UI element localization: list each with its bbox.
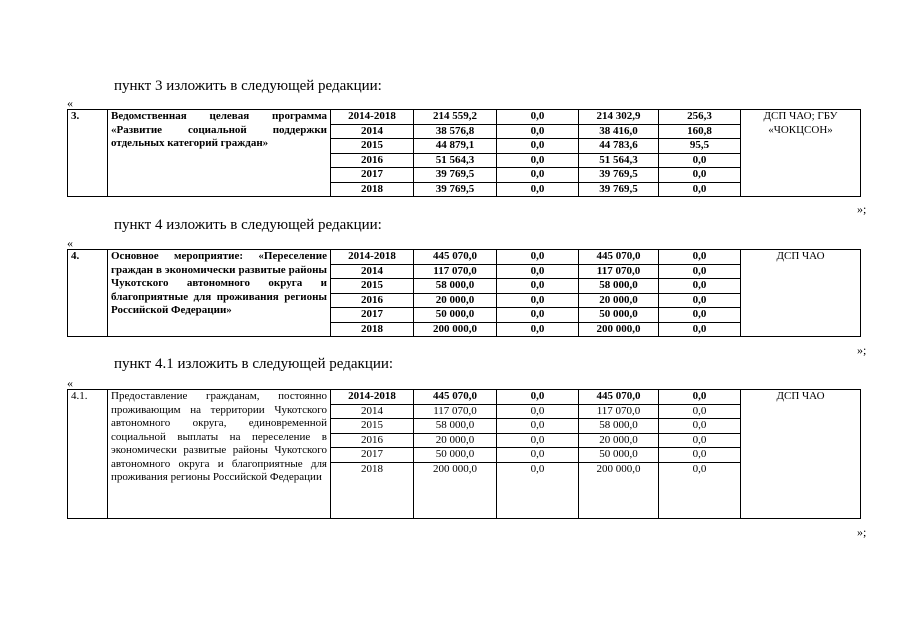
- total-cell: 117 070,0: [414, 264, 497, 279]
- year-cell: 2014-2018: [331, 250, 414, 265]
- year-cell: 2016: [331, 153, 414, 168]
- total-cell: 445 070,0: [414, 250, 497, 265]
- row-number: 4.: [68, 250, 108, 337]
- total-cell: 20 000,0: [414, 293, 497, 308]
- federal-cell: 0,0: [497, 433, 579, 448]
- total-cell: 39 769,5: [414, 182, 497, 197]
- federal-cell: 0,0: [497, 308, 579, 323]
- year-cell: 2017: [331, 448, 414, 463]
- section-4-open-quote: «: [67, 236, 73, 250]
- total-cell: 200 000,0: [414, 462, 497, 518]
- total-cell: 58 000,0: [414, 419, 497, 434]
- regional-cell: 20 000,0: [579, 433, 659, 448]
- regional-cell: 117 070,0: [579, 264, 659, 279]
- regional-cell: 51 564,3: [579, 153, 659, 168]
- year-cell: 2014: [331, 404, 414, 419]
- year-cell: 2014-2018: [331, 390, 414, 405]
- federal-cell: 0,0: [497, 250, 579, 265]
- responsible-organization: ДСП ЧАО: [741, 250, 861, 337]
- federal-cell: 0,0: [497, 404, 579, 419]
- federal-cell: 0,0: [497, 182, 579, 197]
- other-cell: 0,0: [659, 279, 741, 294]
- total-cell: 39 769,5: [414, 168, 497, 183]
- total-cell: 214 559,2: [414, 110, 497, 125]
- responsible-organization: ДСП ЧАО: [741, 390, 861, 519]
- regional-cell: 20 000,0: [579, 293, 659, 308]
- federal-cell: 0,0: [497, 279, 579, 294]
- regional-cell: 44 783,6: [579, 139, 659, 154]
- year-cell: 2014-2018: [331, 110, 414, 125]
- total-cell: 200 000,0: [414, 322, 497, 337]
- other-cell: 0,0: [659, 462, 741, 518]
- federal-cell: 0,0: [497, 322, 579, 337]
- year-cell: 2014: [331, 124, 414, 139]
- section-3-open-quote: «: [67, 96, 73, 110]
- regional-cell: 39 769,5: [579, 168, 659, 183]
- row-number: 4.1.: [68, 390, 108, 519]
- federal-cell: 0,0: [497, 448, 579, 463]
- regional-cell: 200 000,0: [579, 322, 659, 337]
- year-cell: 2015: [331, 419, 414, 434]
- federal-cell: 0,0: [497, 110, 579, 125]
- section-4-1-close-quote: »;: [857, 525, 867, 539]
- year-cell: 2018: [331, 462, 414, 518]
- year-cell: 2017: [331, 168, 414, 183]
- federal-cell: 0,0: [497, 462, 579, 518]
- regional-cell: 445 070,0: [579, 250, 659, 265]
- table-row: [68, 390, 861, 405]
- year-cell: 2016: [331, 433, 414, 448]
- other-cell: 0,0: [659, 390, 741, 405]
- total-cell: 44 879,1: [414, 139, 497, 154]
- regional-cell: 445 070,0: [579, 390, 659, 405]
- other-cell: 160,8: [659, 124, 741, 139]
- federal-cell: 0,0: [497, 390, 579, 405]
- total-cell: 38 576,8: [414, 124, 497, 139]
- total-cell: 20 000,0: [414, 433, 497, 448]
- federal-cell: 0,0: [497, 293, 579, 308]
- regional-cell: 39 769,5: [579, 182, 659, 197]
- other-cell: 0,0: [659, 448, 741, 463]
- federal-cell: 0,0: [497, 264, 579, 279]
- total-cell: 51 564,3: [414, 153, 497, 168]
- federal-cell: 0,0: [497, 139, 579, 154]
- federal-cell: 0,0: [497, 124, 579, 139]
- other-cell: 0,0: [659, 404, 741, 419]
- section-4-1-heading: пункт 4.1 изложить в следующей редакции:: [114, 356, 394, 372]
- regional-cell: 117 070,0: [579, 404, 659, 419]
- federal-cell: 0,0: [497, 419, 579, 434]
- other-cell: 0,0: [659, 153, 741, 168]
- section-3-heading: пункт 3 изложить в следующей редакции:: [114, 78, 382, 94]
- other-cell: 0,0: [659, 308, 741, 323]
- row-number: 3.: [68, 110, 108, 197]
- total-cell: 117 070,0: [414, 404, 497, 419]
- other-cell: 0,0: [659, 250, 741, 265]
- year-cell: 2018: [331, 182, 414, 197]
- other-cell: 95,5: [659, 139, 741, 154]
- other-cell: 0,0: [659, 433, 741, 448]
- row-description: Ведомственная целевая программа «Развитие социальной поддержки отдельных категорий граждан»: [108, 110, 331, 197]
- year-cell: 2014: [331, 264, 414, 279]
- other-cell: 0,0: [659, 322, 741, 337]
- regional-cell: 38 416,0: [579, 124, 659, 139]
- year-cell: 2015: [331, 279, 414, 294]
- regional-cell: 214 302,9: [579, 110, 659, 125]
- other-cell: 0,0: [659, 182, 741, 197]
- section-3-close-quote: »;: [857, 202, 867, 216]
- other-cell: 0,0: [659, 264, 741, 279]
- responsible-organization: ДСП ЧАО; ГБУ «ЧОКЦСОН»: [741, 110, 861, 197]
- section-4-close-quote: »;: [857, 343, 867, 357]
- section-4-1-table: [67, 389, 861, 519]
- section-3-table: [67, 109, 861, 197]
- year-cell: 2016: [331, 293, 414, 308]
- row-description: Основное мероприятие: «Переселение граждан в экономически развитые районы Чукотского автономного округа и благоприятные для проживания регионы Российской Федерации»: [108, 250, 331, 337]
- table-row: [68, 250, 861, 265]
- federal-cell: 0,0: [497, 153, 579, 168]
- year-cell: 2017: [331, 308, 414, 323]
- other-cell: 0,0: [659, 419, 741, 434]
- year-cell: 2018: [331, 322, 414, 337]
- regional-cell: 58 000,0: [579, 279, 659, 294]
- row-description: Предоставление гражданам, постоянно проживающим на территории Чукотского автономного округа, единовременной социальной выплаты на переселение в экономически развитые районы Чукотского автономного округа и благоприятные для проживания регионы Российской Федерации: [108, 390, 331, 519]
- other-cell: 0,0: [659, 293, 741, 308]
- regional-cell: 50 000,0: [579, 448, 659, 463]
- total-cell: 58 000,0: [414, 279, 497, 294]
- total-cell: 445 070,0: [414, 390, 497, 405]
- regional-cell: 50 000,0: [579, 308, 659, 323]
- section-4-table: [67, 249, 861, 337]
- section-4-1-open-quote: «: [67, 376, 73, 390]
- regional-cell: 200 000,0: [579, 462, 659, 518]
- federal-cell: 0,0: [497, 168, 579, 183]
- table-row: [68, 110, 861, 125]
- regional-cell: 58 000,0: [579, 419, 659, 434]
- other-cell: 0,0: [659, 168, 741, 183]
- total-cell: 50 000,0: [414, 448, 497, 463]
- other-cell: 256,3: [659, 110, 741, 125]
- total-cell: 50 000,0: [414, 308, 497, 323]
- section-4-heading: пункт 4 изложить в следующей редакции:: [114, 217, 382, 233]
- year-cell: 2015: [331, 139, 414, 154]
